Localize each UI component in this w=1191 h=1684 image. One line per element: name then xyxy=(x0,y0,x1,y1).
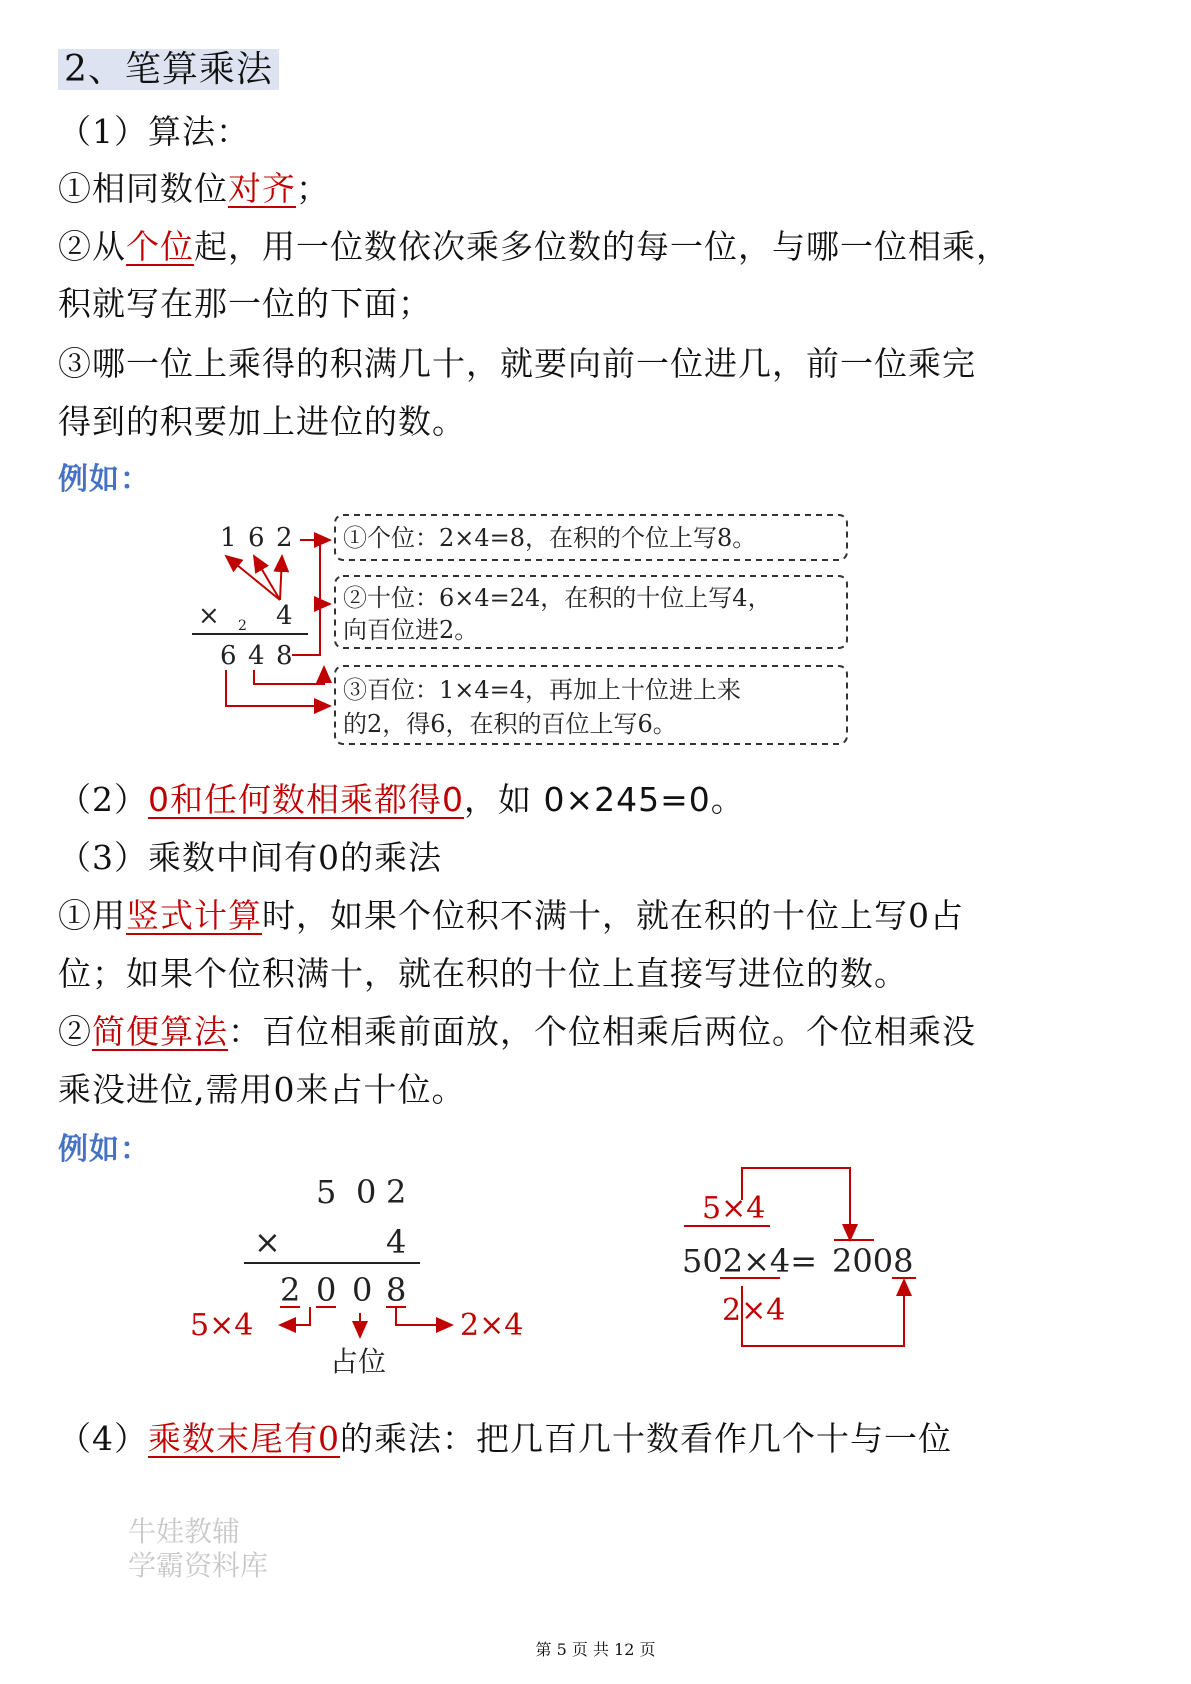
note-2x4: 2×4 xyxy=(460,1308,524,1343)
carry-digit: 2 xyxy=(238,618,247,634)
step-3-text: ③百位：1×4=4，再加上十位进上来 xyxy=(343,676,742,704)
equation-left: 502×4= xyxy=(682,1242,818,1280)
step-2-text: ②十位：6×4=24，在积的十位上写4， xyxy=(343,584,772,612)
horizontal-multiplication-figure xyxy=(680,1160,940,1360)
placeholder-label: 占位 xyxy=(330,1345,387,1378)
rule-vertical: ①用竖式计算时，如果个位积不满十，就在积的十位上写0占 xyxy=(58,896,964,935)
res-2: 2 xyxy=(280,1271,301,1309)
multiplication-figure-1 xyxy=(180,500,880,762)
watermark: 牛娃教辅 学霸资料库 xyxy=(128,1515,269,1582)
multiplier-4: 4 xyxy=(386,1223,407,1261)
top-0: 0 xyxy=(356,1173,377,1211)
times-sign: × xyxy=(198,601,220,631)
result-digit-2: 4 xyxy=(248,641,265,671)
rule-1: ①相同数位对齐； xyxy=(58,169,330,208)
step-3-text-line2: 的2，得6，在积的百位上写6。 xyxy=(343,710,677,738)
rule-3-line2: 得到的积要加上进位的数。 xyxy=(58,402,466,441)
rule-2-line2: 积就写在那一位的下面； xyxy=(58,284,432,323)
top-digit-3: 2 xyxy=(276,523,293,553)
step-1-text: ①个位：2×4=8，在积的个位上写8。 xyxy=(343,524,757,552)
top-digit-2: 6 xyxy=(248,523,265,553)
rule-3: ③哪一位上乘得的积满几十，就要向前一位进几，前一位乘完 xyxy=(58,344,976,383)
rule-vertical-line2: 位；如果个位积满十，就在积的十位上直接写进位的数。 xyxy=(58,954,908,993)
top-digit-1: 1 xyxy=(220,523,237,553)
note-5x4: 5×4 xyxy=(190,1308,254,1343)
top-note-5x4: 5×4 xyxy=(702,1191,766,1226)
subheading-middle-zero: （3）乘数中间有0的乘法 xyxy=(58,838,442,877)
vertical-multiplication-figure xyxy=(180,1165,560,1385)
res-8: 8 xyxy=(386,1271,407,1309)
page-footer: 第 5 页 共 12 页 xyxy=(535,1640,656,1659)
bottom-note-2x4: 2×4 xyxy=(722,1293,786,1328)
section-title: 2、笔算乘法 xyxy=(58,48,279,92)
res-0a: 0 xyxy=(316,1271,337,1309)
result-digit-3: 8 xyxy=(276,641,293,671)
multiplier-digit: 4 xyxy=(276,601,293,631)
rule-shortcut-line2: 乘没进位,需用0来占十位。 xyxy=(58,1070,466,1109)
example-label-1: 例如： xyxy=(58,462,151,497)
times-sign: × xyxy=(254,1223,281,1261)
example-label-2: 例如： xyxy=(58,1132,151,1167)
result-digit-1: 6 xyxy=(220,641,237,671)
rule-zero: （2）0和任何数相乘都得0，如 0×245=0。 xyxy=(58,780,745,819)
top-5: 5 xyxy=(316,1173,337,1211)
rule-2: ②从个位起，用一位数依次乘多位数的每一位，与哪一位相乘， xyxy=(58,227,1010,266)
subheading-algorithm: （1）算法： xyxy=(58,112,250,151)
equation-result: 2008 xyxy=(832,1242,914,1280)
top-2: 2 xyxy=(386,1173,407,1211)
rule-trailing-zero: （4）乘数末尾有0的乘法：把几百几十数看作几个十与一位 xyxy=(58,1419,952,1458)
rule-shortcut: ②简便算法：百位相乘前面放，个位相乘后两位。个位相乘没 xyxy=(58,1012,976,1051)
step-2-text-line2: 向百位进2。 xyxy=(343,616,479,644)
res-0b: 0 xyxy=(352,1271,373,1309)
